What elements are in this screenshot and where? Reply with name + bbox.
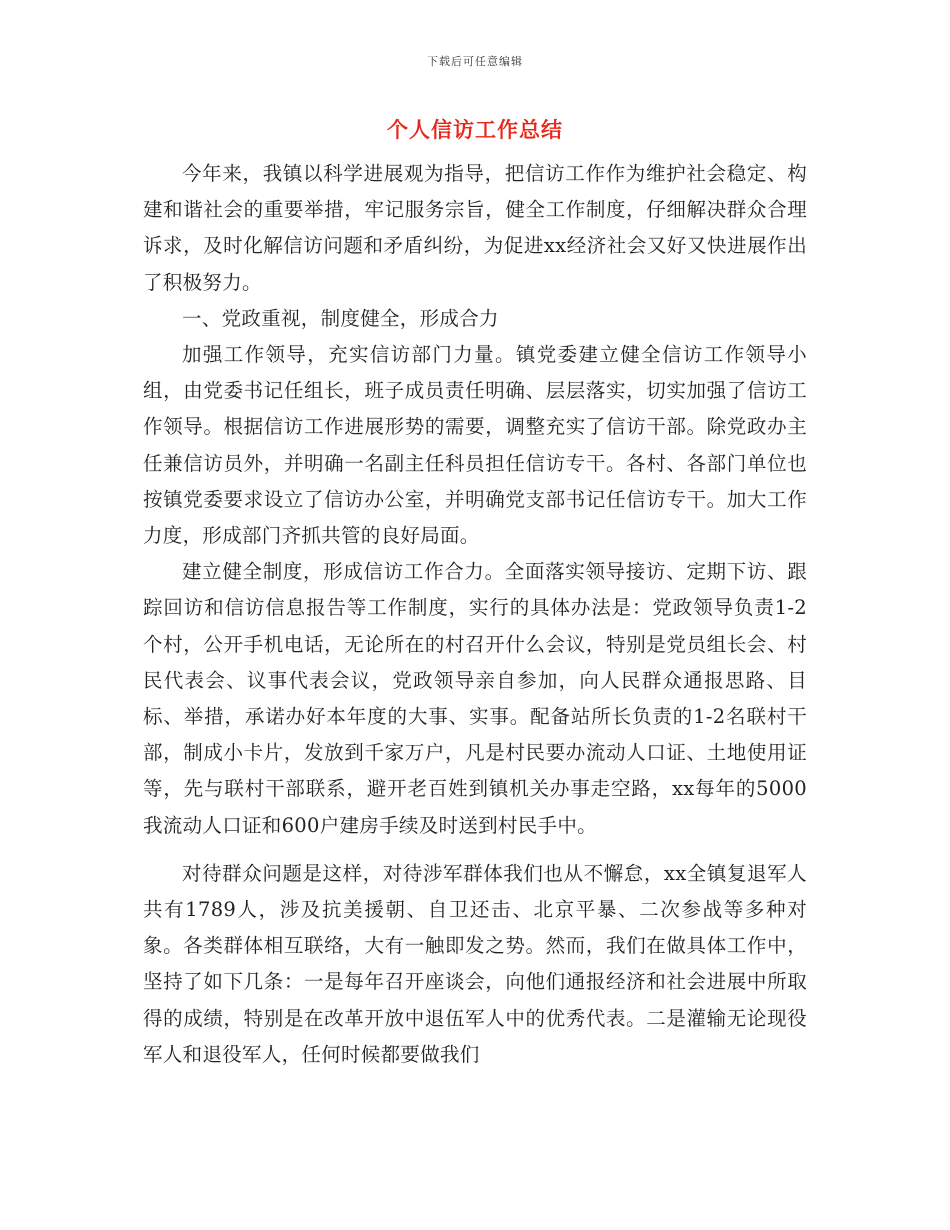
document-body xyxy=(143,156,807,1073)
paragraph-leadership: 加强工作领导，充实信访部门力量。镇党委建立健全信访工作领导小组，由党委书记任组长，班子成员责任明确、层层落实，切实加强了信访工作领导。根据信访工作进展形势的需要，调整充实了信访干部。除党政办主任兼信访员外，并明确一名副主任科员担任信访专干。各村、各部门单位也按镇党委要求设立了信访办公室，并明确党支部书记任信访专干。加大工作力度，形成部门齐抓共管的良好局面。 xyxy=(143,343,807,548)
paragraph-veterans: 对待群众问题是这样，对待涉军群体我们也从不懈怠，xx全镇复退军人共有1789人，涉及抗美援朝、自卫还击、北京平暴、二次参战等多种对象。各类群体相互联络，大有一触即发之势。然而，我们在做具体工作中，坚持了如下几条：一是每年召开座谈会，向他们通报经济和社会进展中所取得的成绩，特别是在改革开放中退伍军人中的优秀代表。二是灌输无论现役军人和退役军人，任何时候都要做我们 xyxy=(143,861,807,1066)
header-note: 下载后可任意编辑 xyxy=(427,55,523,68)
section-heading: 一、党政重视，制度健全，形成合力 xyxy=(182,306,499,330)
document-title: 个人信访工作总结 xyxy=(387,117,563,142)
paragraph-intro: 今年来，我镇以科学进展观为指导，把信访工作作为维护社会稳定、构建和谐社会的重要举措，牢记服务宗旨，健全工作制度，仔细解决群众合理诉求，及时化解信访问题和矛盾纠纷，为促进xx经济社会又好又快进展作出了积极努力。 xyxy=(143,162,807,294)
paragraph-system: 建立健全制度，形成信访工作合力。全面落实领导接访、定期下访、跟踪回访和信访信息报告等工作制度，实行的具体办法是：党政领导负责1-2个村，公开手机电话，无论所在的村召开什么会议，特别是党员组长会、村民代表会、议事代表会议，党政领导亲自参加，向人民群众通报思路、目标、举措，承诺办好本年度的大事、实事。配备站所长负责的1-2名联村干部，制成小卡片，发放到千家万户，凡是村民要办流动人口证、土地使用证等，先与联村干部联系，避开老百姓到镇机关办事走空路，xx每年的5000我流动人口证和600户建房手续及时送到村民手中。 xyxy=(143,560,807,837)
